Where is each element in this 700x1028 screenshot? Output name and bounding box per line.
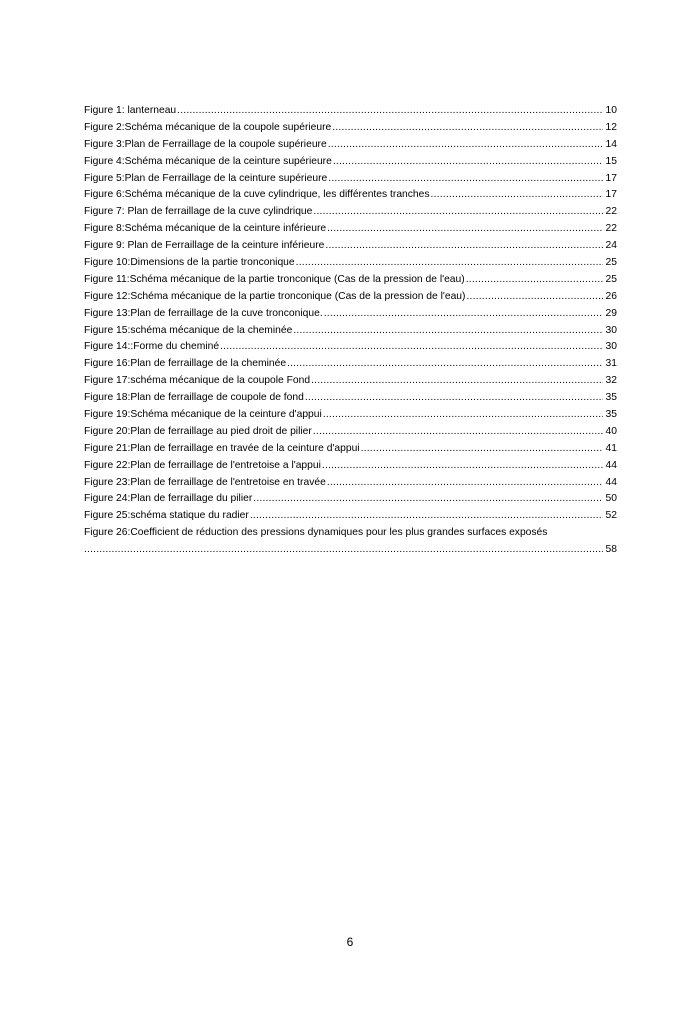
toc-entry-label: Figure 24:Plan de ferraillage du pilier bbox=[84, 493, 253, 505]
toc-entry-page: 29 bbox=[605, 307, 617, 319]
dot-leader bbox=[466, 272, 603, 289]
dot-leader bbox=[466, 289, 603, 306]
toc-entry-11[interactable] bbox=[84, 272, 617, 289]
dot-leader bbox=[322, 458, 603, 475]
toc-entry-4[interactable] bbox=[84, 154, 617, 171]
toc-entry-1[interactable] bbox=[84, 103, 617, 120]
toc-entry-page: 17 bbox=[605, 172, 617, 184]
toc-entry-page: 22 bbox=[605, 223, 617, 235]
toc-entry-label: Figure 10:Dimensions de la partie tronconique bbox=[84, 257, 295, 269]
dot-leader bbox=[327, 221, 603, 238]
toc-entry-14[interactable] bbox=[84, 323, 617, 340]
toc-entry-17[interactable] bbox=[84, 373, 617, 390]
toc-entry-page: 30 bbox=[605, 341, 617, 353]
toc-entry-label: Figure 6:Schéma mécanique de la cuve cylindrique, les différentes tranches bbox=[84, 189, 430, 201]
toc-entry-page: 24 bbox=[605, 240, 617, 252]
toc-entry-label: Figure 17:schéma mécanique de la coupole Fond bbox=[84, 375, 311, 387]
toc-entry-18[interactable] bbox=[84, 390, 617, 407]
dot-leader bbox=[177, 103, 603, 120]
dot-leader bbox=[293, 323, 603, 340]
toc-entry-page: 14 bbox=[605, 138, 617, 150]
toc-entry-23[interactable] bbox=[84, 475, 617, 492]
dot-leader bbox=[311, 373, 603, 390]
dot-leader bbox=[324, 306, 603, 323]
toc-entry-2[interactable] bbox=[84, 120, 617, 137]
toc-entry-12[interactable] bbox=[84, 289, 617, 306]
toc-entry-3[interactable] bbox=[84, 137, 617, 154]
toc-entry-20[interactable] bbox=[84, 424, 617, 441]
toc-entry-15[interactable] bbox=[84, 339, 617, 356]
toc-entry-24[interactable] bbox=[84, 491, 617, 508]
dot-leader bbox=[361, 441, 603, 458]
toc-entry-page: 30 bbox=[605, 324, 617, 336]
list-of-figures bbox=[84, 103, 617, 559]
toc-entry-page: 35 bbox=[605, 392, 617, 404]
toc-entry-9[interactable] bbox=[84, 238, 617, 255]
page-number: 6 bbox=[346, 935, 354, 949]
toc-entry-page: 17 bbox=[605, 189, 617, 201]
dot-leader bbox=[253, 491, 603, 508]
toc-entry-page: 15 bbox=[605, 155, 617, 167]
toc-entry-label: Figure 4:Schéma mécanique de la ceinture supérieure bbox=[84, 155, 332, 167]
toc-entry-page: 12 bbox=[605, 121, 617, 133]
dot-leader bbox=[287, 356, 603, 373]
toc-entry-page: 31 bbox=[605, 358, 617, 370]
dot-leader bbox=[220, 339, 603, 356]
toc-entry-7[interactable] bbox=[84, 204, 617, 221]
toc-entry-continuation bbox=[84, 542, 617, 559]
toc-entry-label: Figure 5:Plan de Ferraillage de la ceinture supérieure bbox=[84, 172, 328, 184]
toc-entry-label: Figure 16:Plan de ferraillage de la cheminée bbox=[84, 358, 287, 370]
toc-entry-label: Figure 25:schéma statique du radier bbox=[84, 510, 249, 522]
toc-entry-8[interactable] bbox=[84, 221, 617, 238]
toc-entry-page: 40 bbox=[605, 425, 617, 437]
toc-entry-page: 10 bbox=[605, 105, 617, 116]
toc-entry-page: 25 bbox=[605, 273, 617, 285]
dot-leader bbox=[325, 238, 603, 255]
dot-leader bbox=[313, 204, 603, 221]
toc-entry-10[interactable] bbox=[84, 255, 617, 272]
toc-entry-26[interactable] bbox=[84, 525, 617, 559]
dot-leader bbox=[84, 542, 603, 559]
toc-entry-page: 52 bbox=[605, 510, 617, 522]
toc-entry-page: 26 bbox=[605, 290, 617, 302]
toc-entry-label: Figure 22:Plan de ferraillage de l'entretoise a l'appui bbox=[84, 459, 321, 471]
toc-entry-page: 58 bbox=[605, 544, 617, 556]
dot-leader bbox=[313, 424, 603, 441]
dot-leader bbox=[333, 154, 603, 171]
toc-entry-page: 41 bbox=[605, 442, 617, 454]
toc-entry-6[interactable] bbox=[84, 187, 617, 204]
dot-leader bbox=[296, 255, 603, 272]
toc-entry-page: 50 bbox=[605, 493, 617, 505]
toc-entry-label: Figure 26:Coefficient de réduction des pressions dynamiques pour les plus grandes surfaces exposés bbox=[84, 527, 548, 539]
toc-entry-21[interactable] bbox=[84, 441, 617, 458]
dot-leader bbox=[323, 407, 603, 424]
toc-entry-label: Figure 14::Forme du cheminé bbox=[84, 341, 220, 353]
dot-leader bbox=[332, 120, 603, 137]
dot-leader bbox=[250, 508, 603, 525]
toc-entry-label: Figure 23:Plan de ferraillage de l'entretoise en travée bbox=[84, 476, 326, 488]
toc-entry-label: Figure 15:schéma mécanique de la cheminée bbox=[84, 324, 293, 336]
toc-entry-page: 25 bbox=[605, 257, 617, 269]
toc-entry-label: Figure 1: lanterneau bbox=[84, 105, 177, 116]
dot-leader bbox=[305, 390, 603, 407]
toc-entry-page: 22 bbox=[605, 206, 617, 218]
toc-entry-page: 35 bbox=[605, 409, 617, 421]
toc-entry-label: Figure 7: Plan de ferraillage de la cuve cylindrique bbox=[84, 206, 313, 218]
dot-leader bbox=[328, 171, 603, 188]
toc-entry-label: Figure 20:Plan de ferraillage au pied droit de pilier bbox=[84, 425, 312, 437]
toc-entry-25[interactable] bbox=[84, 508, 617, 525]
toc-entry-5[interactable] bbox=[84, 171, 617, 188]
toc-entry-label: Figure 3:Plan de Ferraillage de la coupole supérieure bbox=[84, 138, 327, 150]
toc-entry-19[interactable] bbox=[84, 407, 617, 424]
toc-entry-label: Figure 12:Schéma mécanique de la partie tronconique (Cas de la pression de l'eau) bbox=[84, 290, 466, 302]
toc-entry-label: Figure 2:Schéma mécanique de la coupole supérieure bbox=[84, 121, 332, 133]
toc-entry-page: 32 bbox=[605, 375, 617, 387]
toc-entry-page: 44 bbox=[605, 476, 617, 488]
toc-entry-label: Figure 19:Schéma mécanique de la ceinture d'appui bbox=[84, 409, 322, 421]
toc-entry-label: Figure 9: Plan de Ferraillage de la ceinture inférieure bbox=[84, 240, 325, 252]
toc-entry-16[interactable] bbox=[84, 356, 617, 373]
toc-entry-label: Figure 8:Schéma mécanique de la ceinture inférieure bbox=[84, 223, 327, 235]
toc-entry-page: 44 bbox=[605, 459, 617, 471]
toc-entry-13[interactable] bbox=[84, 306, 617, 323]
toc-entry-22[interactable] bbox=[84, 458, 617, 475]
dot-leader bbox=[327, 475, 603, 492]
dot-leader bbox=[328, 137, 603, 154]
toc-entry-label: Figure 18:Plan de ferraillage de coupole de fond bbox=[84, 392, 304, 404]
toc-entry-label: Figure 11:Schéma mécanique de la partie tronconique (Cas de la pression de l'eau) bbox=[84, 273, 465, 285]
dot-leader bbox=[431, 187, 603, 204]
toc-entry-label: Figure 21:Plan de ferraillage en travée de la ceinture d'appui bbox=[84, 442, 360, 454]
toc-entry-label: Figure 13:Plan de ferraillage de la cuve tronconique. bbox=[84, 307, 323, 319]
